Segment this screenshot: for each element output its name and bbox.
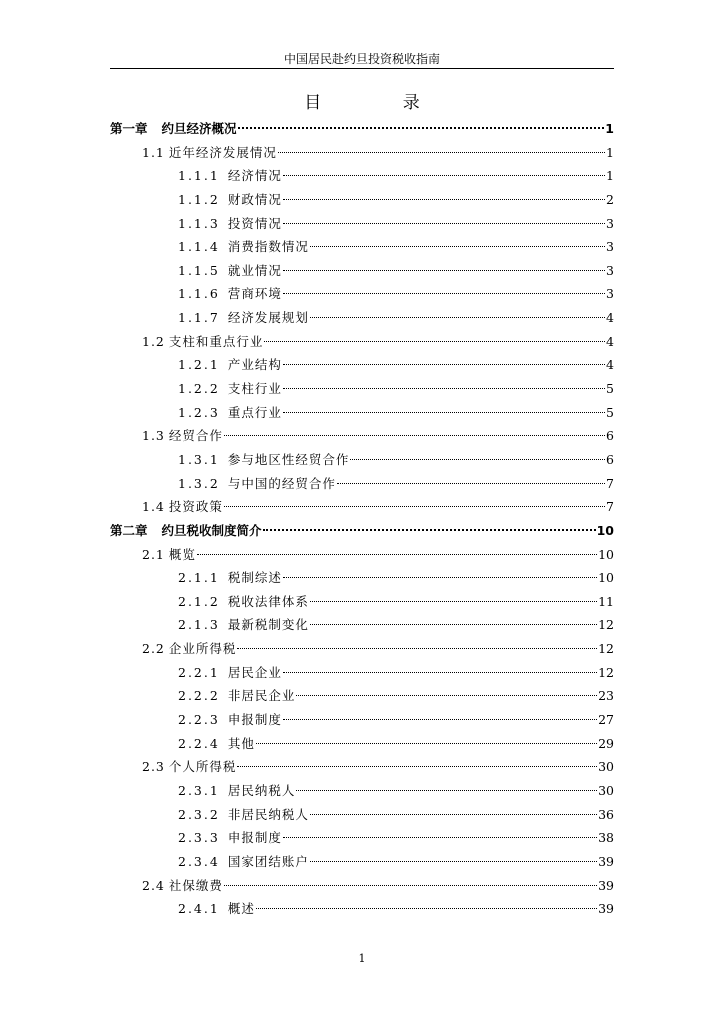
dot-leader — [256, 743, 597, 744]
entry-number: 1.1.6 — [178, 286, 220, 302]
entry-page-number: 38 — [598, 830, 614, 846]
entry-number: 第一章 — [110, 121, 148, 136]
entry-page-number: 2 — [606, 191, 614, 207]
toc-section-entry[interactable] — [110, 543, 614, 567]
entry-title: 经济情况 — [227, 168, 282, 184]
entry-page-number: 6 — [606, 451, 614, 467]
entry-page-number: 36 — [598, 806, 614, 822]
toc-subsection-entry[interactable] — [110, 684, 614, 708]
toc-subsection-entry[interactable] — [110, 708, 614, 732]
entry-page-number: 4 — [606, 333, 614, 349]
entry-page-number: 27 — [598, 712, 614, 728]
toc-section-entry[interactable] — [110, 495, 614, 519]
entry-page-number: 39 — [598, 901, 614, 917]
toc-section-entry[interactable] — [110, 424, 614, 448]
entry-number: 1.3.1 — [178, 451, 220, 467]
entry-title: 社保缴费 — [168, 877, 223, 893]
entry-title: 概述 — [227, 901, 255, 917]
entry-title: 消费指数情况 — [227, 239, 309, 255]
toc-subsection-entry[interactable] — [110, 448, 614, 472]
entry-title: 企业所得税 — [168, 641, 237, 657]
entry-page-number: 29 — [598, 735, 614, 751]
entry-page-number: 1 — [606, 144, 614, 160]
dot-leader — [310, 861, 597, 862]
entry-number: 1.4 — [142, 499, 165, 515]
entry-number: 1.2.2 — [178, 381, 220, 397]
entry-page-number: 3 — [606, 262, 614, 278]
entry-title: 个人所得税 — [168, 759, 237, 775]
entry-page-number: 30 — [598, 759, 614, 775]
toc-subsection-entry[interactable] — [110, 590, 614, 614]
dot-leader — [256, 908, 597, 909]
entry-page-number: 3 — [606, 215, 614, 231]
toc-subsection-entry[interactable] — [110, 661, 614, 685]
entry-page-number: 23 — [598, 688, 614, 704]
toc-subsection-entry[interactable] — [110, 212, 614, 236]
toc-subsection-entry[interactable] — [110, 282, 614, 306]
entry-number: 1.1.7 — [178, 310, 220, 326]
dot-leader — [238, 127, 605, 129]
entry-page-number: 39 — [598, 877, 614, 893]
dot-leader — [278, 152, 605, 153]
toc-subsection-entry[interactable] — [110, 306, 614, 330]
dot-leader — [283, 364, 605, 365]
entry-page-number: 1 — [605, 121, 614, 136]
entry-page-number: 39 — [598, 853, 614, 869]
entry-title: 税收法律体系 — [227, 593, 309, 609]
entry-title: 经济发展规划 — [227, 310, 309, 326]
dot-leader — [283, 223, 605, 224]
dot-leader — [224, 885, 597, 886]
dot-leader — [263, 529, 596, 531]
toc-section-entry[interactable] — [110, 330, 614, 354]
entry-title: 约旦税收制度简介 — [161, 522, 262, 538]
entry-title: 产业结构 — [227, 357, 282, 373]
dot-leader — [283, 672, 597, 673]
entry-number: 第二章 — [110, 522, 148, 538]
toc-subsection-entry[interactable] — [110, 377, 614, 401]
dot-leader — [237, 648, 597, 649]
dot-leader — [310, 317, 605, 318]
running-header: 中国居民赴约旦投资税收指南 — [110, 50, 614, 69]
dot-leader — [310, 814, 597, 815]
entry-title: 近年经济发展情况 — [168, 144, 277, 160]
entry-title: 经贸合作 — [168, 428, 223, 444]
entry-number: 2.1.2 — [178, 593, 220, 609]
entry-page-number: 12 — [598, 641, 614, 657]
toc-subsection-entry[interactable] — [110, 188, 614, 212]
entry-number: 2.4 — [142, 877, 165, 893]
dot-leader — [237, 766, 597, 767]
entry-title: 其他 — [227, 735, 255, 751]
entry-page-number: 3 — [606, 286, 614, 302]
entry-title: 申报制度 — [227, 712, 282, 728]
entry-number: 2.4.1 — [178, 901, 220, 917]
dot-leader — [337, 483, 605, 484]
entry-title: 营商环境 — [227, 286, 282, 302]
dot-leader — [283, 270, 605, 271]
entry-title: 居民纳税人 — [227, 782, 296, 798]
entry-title: 税制综述 — [227, 570, 282, 586]
dot-leader — [296, 790, 597, 791]
entry-number: 1.2 — [142, 333, 165, 349]
entry-title: 投资情况 — [227, 215, 282, 231]
toc-subsection-entry[interactable] — [110, 613, 614, 637]
entry-number: 2.3.1 — [178, 782, 220, 798]
toc-subsection-entry[interactable] — [110, 850, 614, 874]
entry-page-number: 4 — [606, 357, 614, 373]
toc-subsection-entry[interactable] — [110, 259, 614, 283]
toc-section-entry[interactable] — [110, 755, 614, 779]
entry-page-number: 10 — [598, 546, 614, 562]
entry-title: 非居民企业 — [227, 688, 296, 704]
entry-page-number: 7 — [606, 475, 614, 491]
entry-page-number: 30 — [598, 782, 614, 798]
dot-leader — [283, 837, 597, 838]
entry-number: 1.1.2 — [178, 191, 220, 207]
toc-subsection-entry[interactable] — [110, 566, 614, 590]
dot-leader — [283, 175, 605, 176]
toc-subsection-entry[interactable] — [110, 732, 614, 756]
toc-subsection-entry[interactable] — [110, 353, 614, 377]
entry-number: 2.3.2 — [178, 806, 220, 822]
entry-number: 1.1.5 — [178, 262, 220, 278]
entry-page-number: 11 — [598, 593, 614, 609]
toc-subsection-entry[interactable] — [110, 472, 614, 496]
toc-subsection-entry[interactable] — [110, 235, 614, 259]
entry-number: 1.1.1 — [178, 168, 220, 184]
dot-leader — [296, 695, 597, 696]
entry-number: 2.2.1 — [178, 664, 220, 680]
entry-number: 1.3.2 — [178, 475, 220, 491]
entry-title: 申报制度 — [227, 830, 282, 846]
toc-section-entry[interactable] — [110, 141, 614, 165]
entry-title: 重点行业 — [227, 404, 282, 420]
entry-title: 投资政策 — [168, 499, 223, 515]
entry-number: 1.2.1 — [178, 357, 220, 373]
entry-title: 与中国的经贸合作 — [227, 475, 336, 491]
toc-subsection-entry[interactable] — [110, 779, 614, 803]
entry-page-number: 5 — [606, 404, 614, 420]
toc-subsection-entry[interactable] — [110, 401, 614, 425]
entry-title: 约旦经济概况 — [161, 121, 237, 136]
entry-number: 2.1.3 — [178, 617, 220, 633]
entry-number: 1.1.3 — [178, 215, 220, 231]
entry-page-number: 5 — [606, 381, 614, 397]
toc-chapter-entry[interactable] — [110, 519, 614, 543]
entry-page-number: 10 — [598, 570, 614, 586]
table-of-contents — [110, 117, 614, 921]
dot-leader — [283, 577, 597, 578]
page-number: 1 — [358, 952, 366, 965]
dot-leader — [310, 624, 597, 625]
dot-leader — [283, 412, 605, 413]
dot-leader — [283, 388, 605, 389]
entry-title: 居民企业 — [227, 664, 282, 680]
toc-section-entry[interactable] — [110, 874, 614, 898]
entry-page-number: 12 — [598, 664, 614, 680]
dot-leader — [310, 601, 597, 602]
dot-leader — [350, 459, 605, 460]
toc-subsection-entry[interactable] — [110, 803, 614, 827]
entry-title: 概览 — [168, 546, 196, 562]
entry-title: 财政情况 — [227, 191, 282, 207]
dot-leader — [224, 506, 605, 507]
entry-number: 2.1 — [142, 546, 165, 562]
entry-number: 2.1.1 — [178, 570, 220, 586]
entry-number: 1.1.4 — [178, 239, 220, 255]
dot-leader — [197, 554, 597, 555]
toc-subsection-entry[interactable] — [110, 826, 614, 850]
entry-number: 1.2.3 — [178, 404, 220, 420]
dot-leader — [283, 293, 605, 294]
entry-page-number: 7 — [606, 499, 614, 515]
entry-title: 支柱行业 — [227, 381, 282, 397]
dot-leader — [283, 199, 605, 200]
entry-number: 2.2.3 — [178, 712, 220, 728]
entry-title: 国家团结账户 — [227, 853, 309, 869]
entry-title: 就业情况 — [227, 262, 282, 278]
entry-page-number: 6 — [606, 428, 614, 444]
entry-title: 非居民纳税人 — [227, 806, 309, 822]
entry-number: 2.2 — [142, 641, 165, 657]
toc-subsection-entry[interactable] — [110, 897, 614, 921]
toc-title: 目 录 — [304, 93, 458, 113]
entry-page-number: 10 — [596, 522, 614, 538]
entry-number: 1.3 — [142, 428, 165, 444]
dot-leader — [283, 719, 597, 720]
entry-number: 2.2.4 — [178, 735, 220, 751]
entry-number: 2.3.4 — [178, 853, 220, 869]
entry-page-number: 1 — [606, 168, 614, 184]
dot-leader — [264, 341, 605, 342]
dot-leader — [224, 435, 605, 436]
entry-title: 参与地区性经贸合作 — [227, 451, 350, 467]
entry-number: 2.3.3 — [178, 830, 220, 846]
entry-title: 最新税制变化 — [227, 617, 309, 633]
toc-chapter-entry[interactable] — [110, 117, 614, 141]
entry-page-number: 12 — [598, 617, 614, 633]
entry-number: 2.3 — [142, 759, 165, 775]
dot-leader — [310, 246, 605, 247]
entry-page-number: 3 — [606, 239, 614, 255]
entry-number: 2.2.2 — [178, 688, 220, 704]
toc-subsection-entry[interactable] — [110, 164, 614, 188]
entry-title: 支柱和重点行业 — [168, 333, 264, 349]
toc-section-entry[interactable] — [110, 637, 614, 661]
entry-page-number: 4 — [606, 310, 614, 326]
entry-number: 1.1 — [142, 144, 165, 160]
